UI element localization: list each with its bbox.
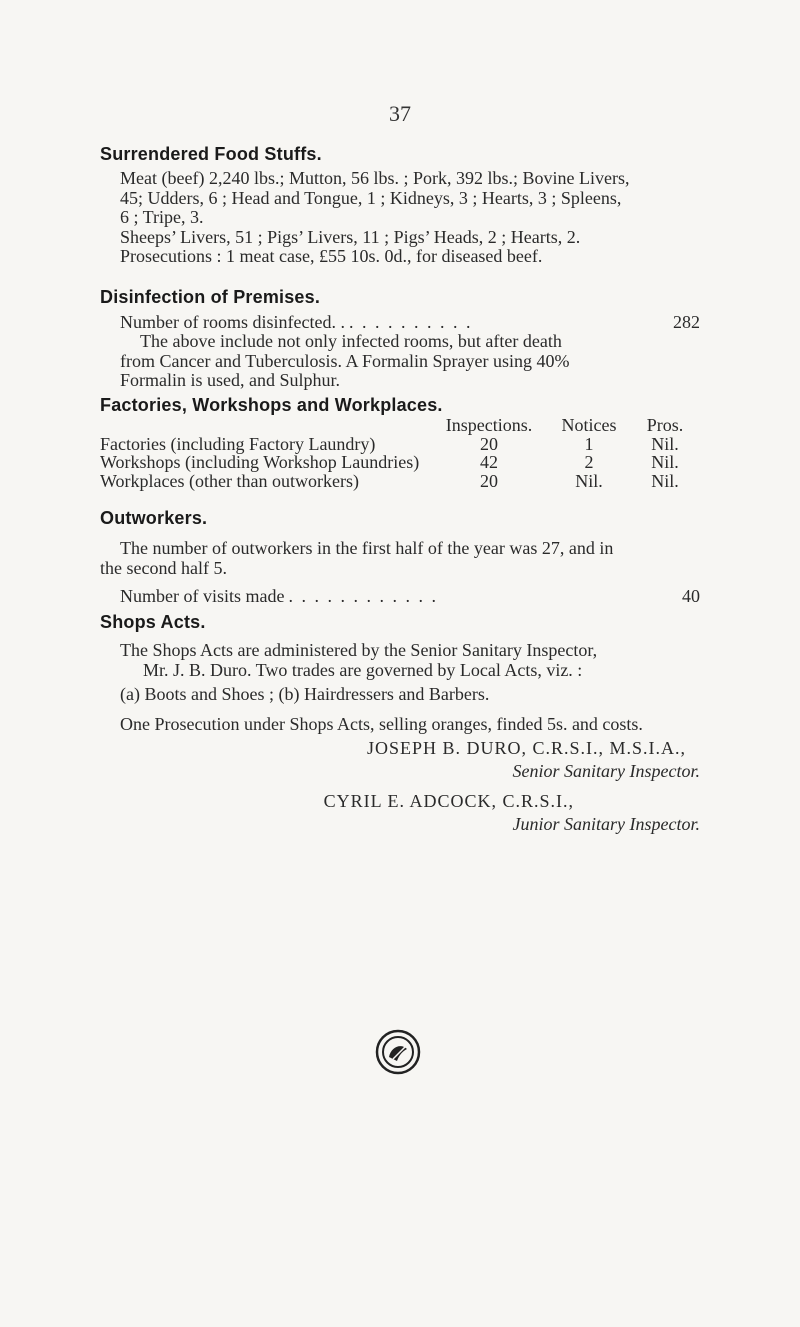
disinfection-section — [100, 287, 700, 391]
column-header: Pros. — [646, 415, 684, 435]
rooms-value: 282 — [673, 312, 700, 332]
column-header: Notices — [561, 415, 617, 435]
table-row — [100, 435, 700, 454]
cell-pros: Nil. — [651, 452, 679, 472]
food-line: 45; Udders, 6 ; Head and Tongue, 1 ; Kidneys, 3 ; Hearts, 3 ; Spleens, — [120, 187, 622, 208]
food-line: Sheeps’ Livers, 51 ; Pigs’ Livers, 11 ; Pigs’ Heads, 2 ; Hearts, 2. — [120, 226, 581, 247]
leader-dots: . . . . . . . . . . . . — [288, 586, 438, 606]
rooms-disinfected-row — [100, 312, 700, 332]
signature-title: Senior Sanitary Inspector. — [512, 761, 700, 781]
shops-line: The Shops Acts are administered by the Senior Sanitary Inspector, — [120, 640, 598, 660]
row-name: Workplaces (other than outworkers) — [100, 470, 359, 491]
shops-line: Mr. J. B. Duro. Two trades are governed by Local Acts, viz. : — [143, 659, 583, 680]
disinfection-heading: Disinfection of Premises. — [100, 287, 321, 307]
factories-table — [100, 416, 700, 490]
shops-section — [100, 612, 700, 734]
table-row — [100, 472, 700, 491]
signature-title: Junior Sanitary Inspector. — [512, 814, 700, 834]
union-label-stamp-icon — [375, 1029, 421, 1075]
column-header: Inspections. — [445, 415, 533, 435]
shops-prosecution: One Prosecution under Shops Acts, selling oranges, finded 5s. and costs. — [120, 713, 643, 734]
signature-name: JOSEPH B. DURO, C.R.S.I., M.S.I.A., — [366, 738, 686, 758]
disinfection-line: Formalin is used, and Sulphur. — [120, 370, 340, 390]
cell-pros: Nil. — [651, 470, 679, 491]
disinfection-line: The above include not only infected rooms, but after death — [140, 331, 562, 351]
shops-line: (a) Boots and Shoes ; (b) Hairdressers and Barbers. — [120, 684, 490, 704]
leader-dots: . . . . . . . . . . — [348, 312, 473, 332]
cell-notices: Nil. — [575, 470, 603, 491]
cell-notices: 1 — [584, 433, 594, 454]
cell-inspections: 42 — [480, 452, 498, 472]
cell-notices: 2 — [584, 452, 594, 472]
row-name: Workshops (including Workshop Laundries) — [100, 452, 420, 472]
factories-heading: Factories, Workshops and Workplaces. — [100, 395, 443, 415]
table-header-row — [100, 416, 700, 435]
outworkers-heading: Outworkers. — [100, 508, 208, 528]
cell-inspections: 20 — [480, 470, 498, 491]
food-line: 6 ; Tripe, 3. — [120, 207, 204, 227]
food-prosecutions: Prosecutions : 1 meat case, £55 10s. 0d., for diseased beef. — [120, 246, 543, 266]
outworkers-line: the second half 5. — [100, 557, 227, 578]
outworkers-line: The number of outworkers in the first half of the year was 27, and in — [120, 538, 614, 558]
signature-senior — [0, 738, 700, 782]
cell-inspections: 20 — [480, 433, 498, 454]
signature-junior — [0, 791, 700, 835]
food-line: Meat (beef) 2,240 lbs.; Mutton, 56 lbs. ; Pork, 392 lbs.; Bovine Livers, — [120, 168, 630, 188]
visits-value: 40 — [682, 586, 700, 606]
food-section — [100, 144, 700, 267]
outworkers-section — [100, 508, 700, 606]
factories-section — [100, 395, 700, 490]
disinfection-line: from Cancer and Tuberculosis. A Formalin Sprayer using 40% — [120, 350, 570, 371]
visits-label: Number of visits made — [120, 586, 285, 606]
signature-name: CYRIL E. ADCOCK, C.R.S.I., — [323, 791, 574, 811]
row-name: Factories (including Factory Laundry) — [100, 433, 376, 454]
visits-row — [100, 586, 700, 606]
cell-pros: Nil. — [651, 433, 679, 454]
shops-heading: Shops Acts. — [100, 612, 206, 632]
table-row — [100, 453, 700, 472]
rooms-label: Number of rooms disinfected. . — [120, 312, 345, 332]
page-number: 37 — [389, 101, 411, 126]
food-heading: Surrendered Food Stuffs. — [100, 144, 322, 164]
